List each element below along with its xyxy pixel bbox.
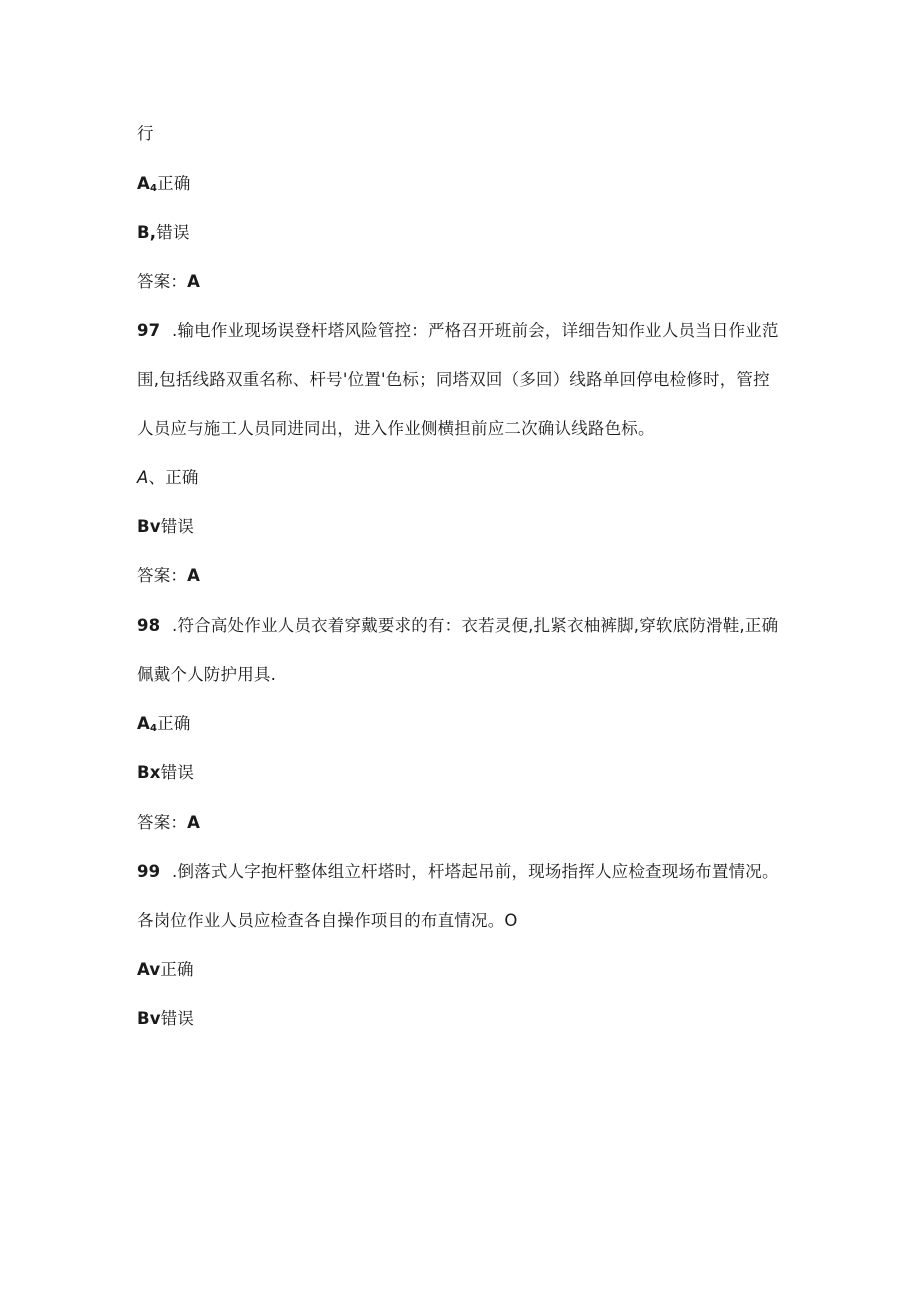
q98-text-line-1: 98 .符合高处作业人员衣着穿戴要求的有：衣若灵便,扎紧衣柚裤脚,穿软底防滑鞋,正确 (137, 616, 779, 635)
q99-option-a: Av正确 (137, 960, 194, 979)
q98-answer: 答案：A (137, 813, 201, 832)
q96-option-b: B,错误 (137, 223, 190, 242)
q98-text-line-2: 佩戴个人防护用具. (137, 665, 277, 684)
q97-option-b: Bv错误 (137, 517, 195, 536)
q97-text-line-1: 97 .输电作业现场误登杆塔风险管控：严格召开班前会，详细告知作业人员当日作业范 (137, 321, 779, 340)
q97-answer: 答案：A (137, 566, 201, 585)
q99-text-line-1: 99 .倒落式人字抱杆整体组立杆塔时，杆塔起吊前，现场指挥人应检查现场布置情况。 (137, 862, 779, 881)
q97-number: 97 (137, 321, 161, 340)
q96-option-a: $A_4$正确 (137, 174, 191, 194)
q98-option-b: Bx错误 (137, 763, 195, 782)
q97-text-line-3: 人员应与施工人员同进同出，进入作业侧横担前应二次确认线路色标。 (137, 419, 655, 438)
q99-text-line-2: 各岗位作业人员应检查各自操作项目的布直情况。O (137, 911, 518, 930)
q97-option-a: A、正确 (137, 468, 199, 487)
q98-number: 98 (137, 616, 161, 635)
q96-text-tail: 行 (137, 124, 154, 143)
q98-option-a: $A_4$正确 (137, 714, 191, 734)
q97-text-line-2: 围,包括线路双重名称、杆号'位置'色标；同塔双回（多回）线路单回停电检修时，管控 (137, 370, 770, 389)
q96-answer: 答案：A (137, 272, 201, 291)
q99-option-b: Bv错误 (137, 1009, 195, 1028)
q99-number: 99 (137, 862, 161, 881)
